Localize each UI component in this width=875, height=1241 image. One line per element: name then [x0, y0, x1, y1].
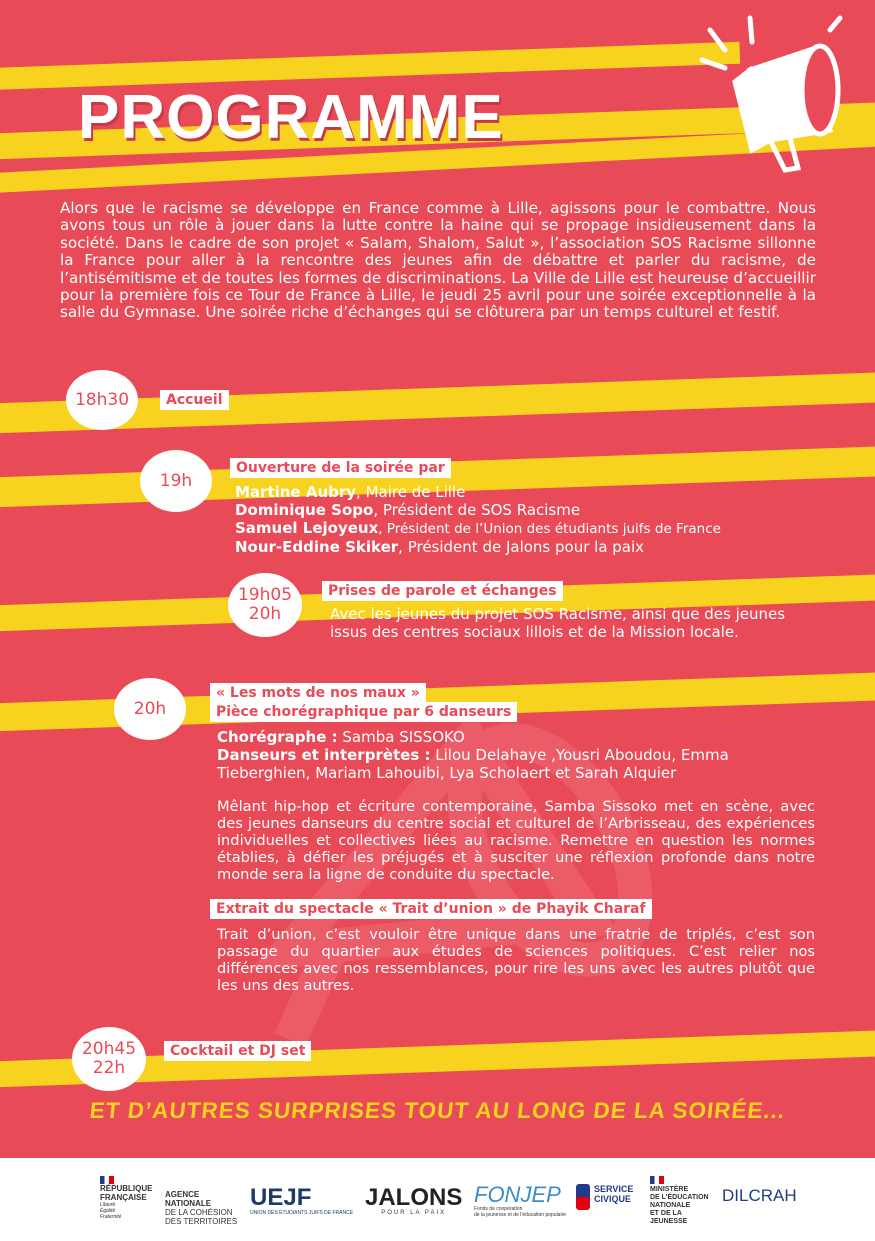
logo-jalons — [365, 1186, 462, 1216]
extrait-description: Trait d’union, c’est vouloir être unique dans une fratrie de triplés, c’est son passage du quartier aux études de sciences politiques. C’est relier nos différences avec nos ressemblances, pour rire les uns avec les autres plutôt que les uns des autres. — [217, 926, 815, 994]
men-line-2: DE L’ÉDUCATION — [650, 1194, 709, 1201]
logo-dilcrah — [722, 1186, 797, 1206]
page-title: PROGRAMME — [78, 83, 504, 152]
prises-text — [330, 605, 830, 641]
rf-line-3: Liberté — [100, 1202, 116, 1208]
fonjep-text: FONJEP — [474, 1182, 561, 1207]
megaphone-icon — [690, 10, 860, 185]
spectacle-credits — [217, 728, 817, 782]
flag-icon — [100, 1176, 114, 1184]
time-badge-accueil — [66, 370, 138, 430]
time-cocktail-end: 22h — [92, 1058, 126, 1078]
speaker-3: Samuel Lejoyeux, Président de l’Union des étudiants juifs de France — [235, 519, 721, 537]
uejf-text: UEJF — [250, 1184, 312, 1211]
tag-cocktail: Cocktail et DJ set — [164, 1041, 311, 1061]
jalons-subtext: POUR LA PAIX — [381, 1210, 447, 1216]
speaker-list — [235, 483, 835, 556]
rf-line-2: FRANÇAISE — [100, 1193, 147, 1202]
time-prises-start: 19h05 — [237, 585, 293, 605]
time-prises-end: 20h — [248, 604, 282, 624]
logo-republique-francaise — [100, 1176, 160, 1220]
rf-line-5: Fraternité — [100, 1214, 122, 1220]
tag-extrait: Extrait du spectacle « Trait d’union » de Phayik Charaf — [210, 899, 652, 919]
anct-line-2: NATIONALE — [165, 1199, 212, 1208]
time-badge-spectacle — [114, 678, 186, 740]
logo-fonjep — [474, 1184, 566, 1218]
fonjep-subtext-1: Fonds de coopération — [474, 1206, 523, 1212]
time-badge-ouverture — [140, 450, 212, 512]
tag-spectacle-subtitle: Pièce chorégraphique par 6 danseurs — [210, 702, 517, 722]
time-cocktail-start: 20h45 — [81, 1039, 137, 1059]
sc-line-1: SERVICE — [594, 1184, 634, 1194]
time-accueil: 18h30 — [74, 389, 130, 410]
tag-spectacle-title: « Les mots de nos maux » — [210, 683, 426, 703]
rf-line-4: Égalité — [100, 1208, 116, 1214]
speaker-4: Nour-Eddine Skiker, Président de Jalons pour la paix — [235, 538, 645, 556]
logo-anct — [165, 1190, 245, 1226]
spectacle-description: Mêlant hip-hop et écriture contemporaine, Samba Sissoko met en scène, avec des jeunes danseurs du centre social et culturel de l’Arbrisseau, des expériences individuelles et collectives liées au racisme. Remettre en question les normes établies, à défier les préjugés et à susciter une réflexion profonde dans notre monde sera la ligne de conduite du spectacle. — [217, 798, 815, 883]
dancers: Danseurs et interprètes : Lilou Delahaye ,Yousri Aboudou, Emma Tieberghien, Mariam Lahouibi, Lya Scholaert et Sarah Alquier — [217, 746, 729, 782]
uejf-subtext: UNION DES ÉTUDIANTS JUIFS DE FRANCE — [250, 1210, 354, 1216]
jalons-text: JALONS — [365, 1184, 463, 1211]
logo-uejf — [250, 1186, 353, 1216]
anct-line-1: AGENCE — [165, 1190, 200, 1199]
time-badge-cocktail — [72, 1027, 146, 1091]
dilcrah-text: DILCRAH — [722, 1186, 797, 1205]
tag-ouverture: Ouverture de la soirée par — [230, 458, 451, 478]
time-badge-prises — [228, 573, 302, 637]
prises-text-line-1: Avec les jeunes du projet SOS Racisme, ainsi que des jeunes — [330, 605, 786, 623]
tag-prises: Prises de parole et échanges — [322, 581, 563, 601]
men-line-4: ET DE LA JEUNESSE — [650, 1210, 688, 1225]
speaker-1: Martine Aubry, Maire de Lille — [235, 483, 466, 501]
fonjep-subtext-2: de la jeunesse et de l’éducation populaire — [474, 1212, 567, 1218]
time-ouverture: 19h — [159, 470, 193, 491]
men-line-3: NATIONALE — [650, 1202, 691, 1209]
men-line-1: MINISTÈRE — [650, 1186, 689, 1193]
choreographer: Chorégraphe : Samba SISSOKO — [217, 728, 465, 746]
time-spectacle: 20h — [133, 698, 167, 719]
tag-accueil: Accueil — [160, 390, 229, 410]
service-civique-icon — [576, 1184, 590, 1210]
anct-line-3: DE LA COHÉSION — [165, 1208, 233, 1217]
logo-ministere — [650, 1176, 720, 1226]
flag-icon-2 — [650, 1176, 664, 1184]
anct-line-4: DES TERRITOIRES — [165, 1217, 238, 1226]
closing-banner: ET D’AUTRES SURPRISES TOUT AU LONG DE LA SOIRÉE... — [88, 1098, 787, 1123]
prises-text-line-2: issus des centres sociaux lillois et de la Mission locale. — [330, 623, 739, 641]
sc-line-2: CIVIQUE — [594, 1194, 632, 1204]
intro-paragraph: Alors que le racisme se développe en France comme à Lille, agissons pour le combattre. Nous avons tous un rôle à jouer dans la lutte contre la haine qui se propage insidieusement dans la société. Dans le cadre de son projet « Salam, Shalom, Salut », l’association SOS Racisme sillonne la France pour aller à la rencontre des jeunes afin de débattre et parler du racisme, de l’antisémitisme et de toutes les formes de discriminations. La Ville de Lille est heureuse d’accueillir pour la première fois ce Tour de France à Lille, le jeudi 25 avril pour une soirée exceptionnelle à la salle du Gymnase. Une soirée riche d’échanges qui se clôturera par un temps culturel et festif. — [60, 199, 816, 322]
partner-logos — [0, 1158, 875, 1241]
rf-line-1: RÉPUBLIQUE — [100, 1184, 153, 1193]
speaker-2: Dominique Sopo, Président de SOS Racisme — [235, 501, 581, 519]
